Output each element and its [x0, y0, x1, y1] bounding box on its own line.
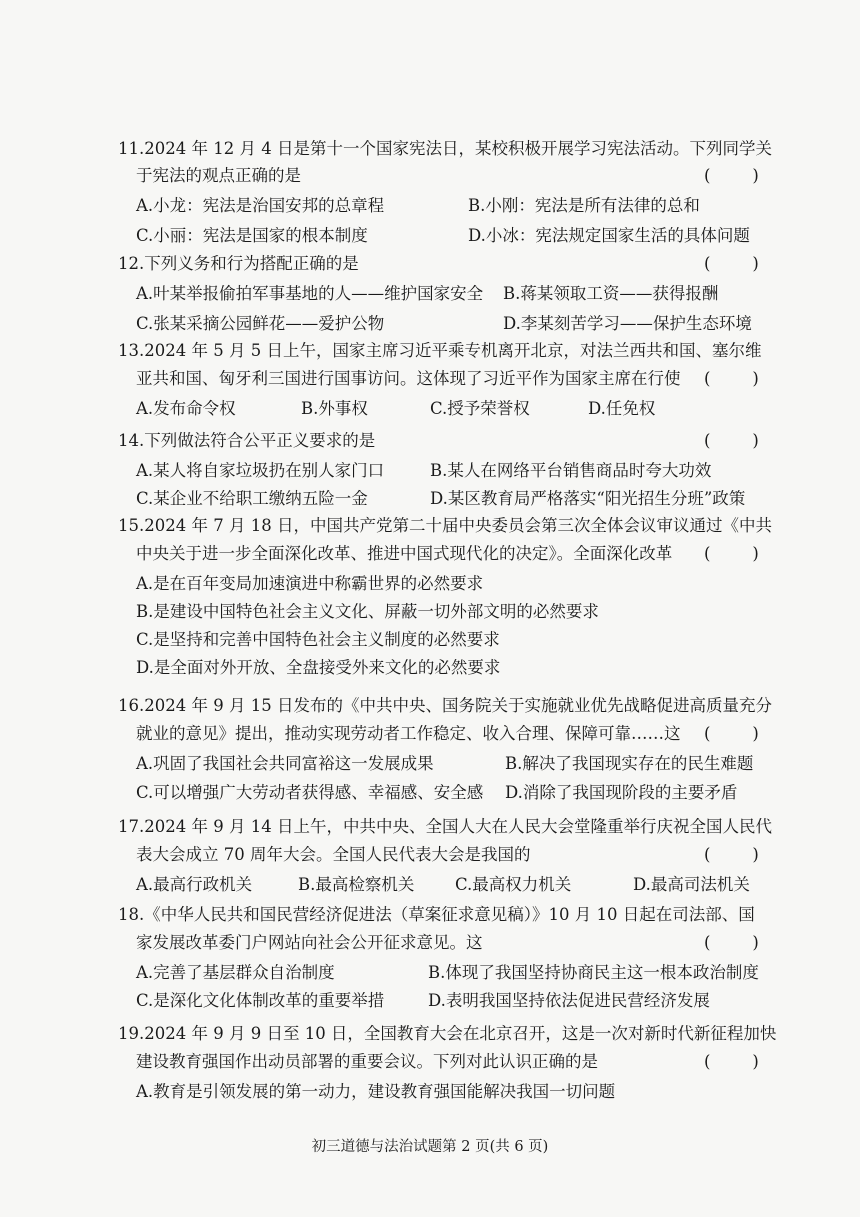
question-stem: 15.2024 年 7 月 18 日，中国共产党第二十届中央委员会第三次全体会议审议通过《中共: [118, 516, 772, 535]
question-stem: 于宪法的观点正确的是: [136, 166, 301, 185]
option-d: D.消除了我国现阶段的主要矛盾: [505, 783, 738, 802]
question-stem: 13.2024 年 5 月 5 日上午，国家主席习近平乘专机离开北京，对法兰西共和国、塞尔维: [118, 341, 762, 360]
option-c: C.是坚持和完善中国特色社会主义制度的必然要求: [136, 630, 500, 649]
answer-blank[interactable]: ( ): [704, 431, 759, 450]
option-b: B.解决了我国现实存在的民生难题: [505, 754, 754, 773]
option-b: B.某人在网络平台销售商品时夸大功效: [430, 461, 712, 480]
question-stem: 12.下列义务和行为搭配正确的是: [118, 254, 359, 273]
question-stem: 亚共和国、匈牙利三国进行国事访问。这体现了习近平作为国家主席在行使: [136, 369, 681, 388]
question-stem: 中央关于进一步全面深化改革、推进中国式现代化的决定》。全面深化改革: [136, 544, 673, 563]
option-c: C.可以增强广大劳动者获得感、幸福感、安全感: [136, 783, 484, 802]
option-b: B.小刚：宪法是所有法律的总和: [468, 196, 700, 215]
question-stem: 表大会成立 70 周年大会。全国人民代表大会是我国的: [136, 845, 531, 864]
option-c: C.某企业不给职工缴纳五险一金: [136, 489, 368, 508]
option-a: A.完善了基层群众自治制度: [136, 963, 335, 982]
answer-blank[interactable]: ( ): [704, 724, 759, 743]
question-stem: 16.2024 年 9 月 15 日发布的《中共中央、国务院关于实施就业优先战略促进高质量充分: [118, 696, 772, 715]
answer-blank[interactable]: ( ): [704, 845, 759, 864]
option-d: D.某区教育局严格落实“阳光招生分班”政策: [430, 489, 746, 508]
option-a: A.发布命令权: [136, 399, 236, 418]
option-c: C.张某采摘公园鲜花——爱护公物: [136, 314, 385, 333]
option-b: B.蒋某领取工资——获得报酬: [503, 284, 719, 303]
answer-blank[interactable]: ( ): [704, 544, 759, 563]
option-d: D.表明我国坚持依法促进民营经济发展: [428, 991, 710, 1010]
option-a: A.巩固了我国社会共同富裕这一发展成果: [136, 754, 434, 773]
page-footer: 初三道德与法治试题第 2 页(共 6 页): [311, 1139, 549, 1155]
question-stem: 建设教育强国作出动员部署的重要会议。下列对此认识正确的是: [136, 1052, 598, 1071]
option-a: A.最高行政机关: [136, 875, 253, 894]
answer-blank[interactable]: ( ): [704, 166, 759, 185]
option-a: A.是在百年变局加速演进中称霸世界的必然要求: [136, 574, 484, 593]
option-a: A.教育是引领发展的第一动力，建设教育强国能解决我国一切问题: [136, 1082, 616, 1101]
option-a: A.小龙：宪法是治国安邦的总章程: [136, 196, 385, 215]
question-stem: 19.2024 年 9 月 9 日至 10 日，全国教育大会在北京召开，这是一次对新时代新征程加快: [118, 1024, 777, 1043]
option-d: D.最高司法机关: [633, 875, 750, 894]
option-d: D.李某刻苦学习——保护生态环境: [503, 314, 752, 333]
option-c: C.是深化文化体制改革的重要举措: [136, 991, 385, 1010]
option-d: D.任免权: [588, 399, 656, 418]
option-a: A.某人将自家垃圾扔在别人家门口: [136, 461, 385, 480]
question-stem: 家发展改革委门户网站向社会公开征求意见。这: [136, 933, 483, 952]
answer-blank[interactable]: ( ): [704, 1052, 759, 1071]
question-stem: 14.下列做法符合公平正义要求的是: [118, 431, 376, 450]
question-stem: 就业的意见》提出，推动实现劳动者工作稳定、收入合理、保障可靠……这: [136, 724, 681, 743]
option-c: C.最高权力机关: [455, 875, 572, 894]
option-b: B.最高检察机关: [298, 875, 415, 894]
option-a: A.叶某举报偷拍军事基地的人——维护国家安全: [136, 284, 484, 303]
option-b: B.体现了我国坚持协商民主这一根本政治制度: [428, 963, 759, 982]
question-stem: 11.2024 年 12 月 4 日是第十一个国家宪法日，某校积极开展学习宪法活动。下列同学关: [118, 139, 772, 158]
option-b: B.外事权: [301, 399, 368, 418]
option-d: D.是全面对外开放、全盘接受外来文化的必然要求: [136, 658, 501, 677]
answer-blank[interactable]: ( ): [704, 254, 759, 273]
question-stem: 18.《中华人民共和国民营经济促进法（草案征求意见稿）》10 月 10 日起在司法部、国: [118, 905, 755, 924]
answer-blank[interactable]: ( ): [704, 369, 759, 388]
question-stem: 17.2024 年 9 月 14 日上午，中共中央、全国人大在人民大会堂隆重举行庆祝全国人民代: [118, 817, 772, 836]
option-d: D.小冰：宪法规定国家生活的具体问题: [468, 226, 750, 245]
option-c: C.授予荣誉权: [430, 399, 530, 418]
answer-blank[interactable]: ( ): [704, 933, 759, 952]
option-b: B.是建设中国特色社会主义文化、屏蔽一切外部文明的必然要求: [136, 602, 599, 621]
option-c: C.小丽：宪法是国家的根本制度: [136, 226, 368, 245]
